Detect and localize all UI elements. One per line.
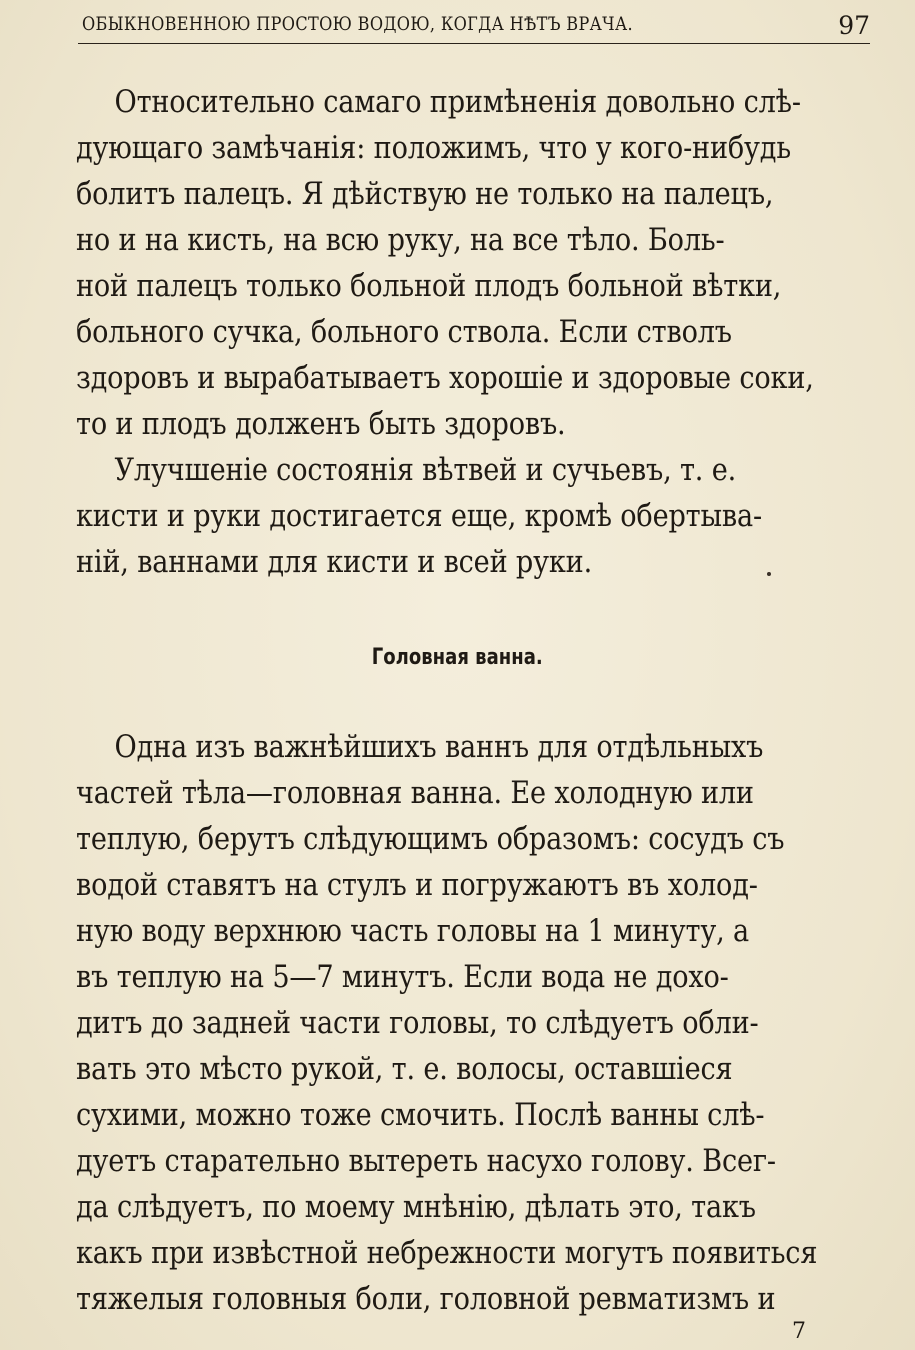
text-line: водой ставятъ на стулъ и погружаютъ въ холод- xyxy=(76,867,758,903)
paragraph-3 xyxy=(76,724,866,1322)
text-line: то и плодъ долженъ быть здоровъ. xyxy=(76,406,566,442)
page-number: 97 xyxy=(838,11,870,40)
running-title: ОБЫКНОВЕННОЮ ПРОСТОЮ ВОДОЮ, КОГДА НѢТЪ ВРАЧА. xyxy=(82,14,633,35)
text-line: кисти и руки достигается еще, кромѣ обертыва- xyxy=(76,498,762,534)
section-heading xyxy=(0,645,915,670)
header-rule xyxy=(78,43,870,44)
running-head xyxy=(78,11,870,44)
text-line: теплую, берутъ слѣдующимъ образомъ: сосудъ съ xyxy=(76,821,785,857)
text-line: дуетъ старательно вытереть насухо голову. Всег- xyxy=(76,1143,776,1179)
text-line: здоровъ и вырабатываетъ хорошіе и здоровые соки, xyxy=(76,360,814,396)
ink-dot xyxy=(767,572,771,576)
text-line: Улучшеніе состоянія вѣтвей и сучьевъ, т. е. xyxy=(114,452,737,488)
text-line: дующаго замѣчанія: положимъ, что у кого-нибудь xyxy=(76,130,791,166)
text-line: какъ при извѣстной небрежности могутъ появиться xyxy=(76,1235,818,1271)
text-line: Одна изъ важнѣйшихъ ваннъ для отдѣльныхъ xyxy=(114,729,764,765)
text-line: ную воду верхнюю часть головы на 1 минуту, а xyxy=(76,913,750,949)
text-line: но и на кисть, на всю руку, на все тѣло. Боль- xyxy=(76,222,725,258)
text-line: да слѣдуетъ, по моему мнѣнію, дѣлать это, такъ xyxy=(76,1189,756,1225)
text-line: частей тѣла—головная ванна. Ее холодную или xyxy=(76,775,754,811)
paragraph-1 xyxy=(76,79,866,447)
text-line: ной палецъ только больной плодъ больной вѣтки, xyxy=(76,268,782,304)
text-line: въ теплую на 5—7 минутъ. Если вода не дохо- xyxy=(76,959,729,995)
text-line: сухими, можно тоже смочить. Послѣ ванны слѣ- xyxy=(76,1097,765,1133)
text-line: болитъ палецъ. Я дѣйствую не только на палецъ, xyxy=(76,176,774,212)
text-line: больного сучка, больного ствола. Если стволъ xyxy=(76,314,732,350)
section-heading-text: Головная ванна. xyxy=(372,645,543,670)
text-line: дитъ до задней части головы, то слѣдуетъ обли- xyxy=(76,1005,759,1041)
signature-mark: 7 xyxy=(792,1319,806,1344)
text-line: ній, ваннами для кисти и всей руки. xyxy=(76,544,593,580)
paragraph-2 xyxy=(76,447,866,585)
text-line: Относительно самаго примѣненія довольно слѣ- xyxy=(114,84,801,120)
text-line: тяжелыя головныя боли, головной ревматизмъ и xyxy=(76,1281,776,1317)
text-line: вать это мѣсто рукой, т. е. волосы, оставшіеся xyxy=(76,1051,733,1087)
